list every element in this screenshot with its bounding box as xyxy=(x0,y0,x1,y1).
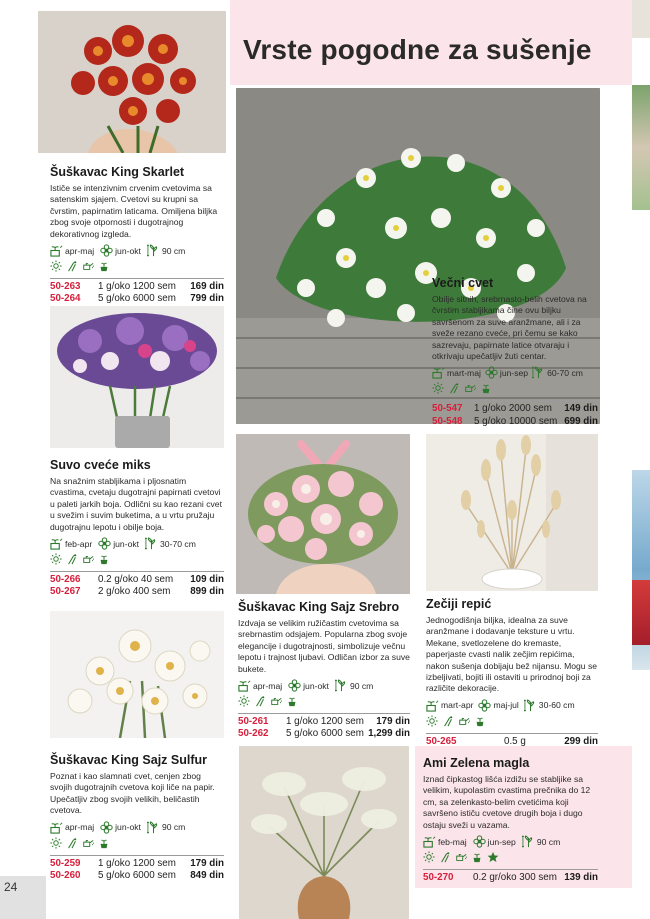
sun-icon xyxy=(423,851,435,863)
price: 699 din xyxy=(564,415,598,427)
height-icon xyxy=(522,835,535,848)
sun-icon xyxy=(238,695,250,707)
photo-suvo-cvece xyxy=(50,306,224,448)
height-icon xyxy=(524,699,537,712)
product-code: 50-262 xyxy=(238,728,269,740)
product-suvo-cvece-miks xyxy=(50,458,224,599)
photo-ami-zelena-magla xyxy=(239,746,409,919)
cut-flower-icon xyxy=(66,553,78,565)
height-icon xyxy=(145,537,158,550)
price-row xyxy=(238,728,410,740)
package-size: 1 g/oko 2000 sem xyxy=(474,403,552,415)
sowing-period: mart-apr xyxy=(441,700,474,711)
product-name: Šuškavac King Sajz Srebro xyxy=(238,600,400,614)
height-icon xyxy=(147,821,160,834)
product-code: 50-263 xyxy=(50,281,81,293)
product-code: 50-260 xyxy=(50,870,81,882)
package-size: 1 g/oko 1200 sem xyxy=(98,857,176,869)
product-description: Ističe se intenzivnim crvenim cvetovima sa satenskim sjajem. Cvetovi su krupni sa čvrstim, papirnatim laticama. Omiljena biljka zbog svoje otpornosti i dugotrajnog dekorativnog izgleda. xyxy=(50,183,218,239)
plant-height: 90 cm xyxy=(161,822,186,833)
price-row xyxy=(432,403,598,415)
care-icons xyxy=(50,260,224,272)
product-code: 50-267 xyxy=(50,586,81,598)
flower-icon xyxy=(98,537,111,550)
care-icons xyxy=(423,851,598,863)
price: 179 din xyxy=(190,857,224,869)
cut-flower-icon xyxy=(448,382,460,394)
product-code: 50-270 xyxy=(423,872,454,884)
cut-flower-icon xyxy=(254,695,266,707)
pot-icon xyxy=(286,695,298,707)
sun-icon xyxy=(50,837,62,849)
bloom-period: jun-sep xyxy=(499,367,529,378)
growing-info xyxy=(238,679,410,692)
care-icons xyxy=(238,695,410,707)
price: 149 din xyxy=(564,403,598,415)
product-name: Suvo cveće miks xyxy=(50,458,151,472)
sowing-icon xyxy=(432,366,445,379)
pot-icon xyxy=(98,553,110,565)
care-icons xyxy=(50,837,224,849)
divider xyxy=(50,278,224,279)
price-row xyxy=(426,736,598,748)
plant-height: 90 cm xyxy=(536,836,561,847)
bloom-period: jun-okt xyxy=(303,680,329,691)
pot-icon xyxy=(98,260,110,272)
product-king-skarlet xyxy=(50,165,224,306)
divider xyxy=(238,713,410,714)
bloom-period: jun-sep xyxy=(487,836,516,847)
price: 299 din xyxy=(564,735,598,747)
sowing-icon xyxy=(423,835,436,848)
sun-icon xyxy=(50,553,62,565)
watering-can-icon xyxy=(458,715,470,727)
product-description: Izdvaja se velikim ružičastim cvetovima sa srebrnastim odsjajem. Popularna zbog svoje elegancije i dugotrajnosti, simbolizuje večnu lepotu i trajnost ljubavi. Odličan izbor za suve bukete. xyxy=(238,618,410,674)
divider xyxy=(50,855,224,856)
package-size: 2 g/oko 400 sem xyxy=(98,586,171,598)
package-size: 0.2 g/oko 40 sem xyxy=(98,574,174,586)
pot-icon xyxy=(98,837,110,849)
product-description: Iznad čipkastog lišća izdižu se stabljike sa velikim, kupolastim cvastima prečnika do 12 cm, sa zelenkasto-belim cvetićima koji savršeno ističu cvetove drugih boja i dugo ostaju sveži u vazama. xyxy=(423,774,591,830)
divider xyxy=(432,400,598,401)
growing-info xyxy=(50,821,224,834)
price: 139 din xyxy=(564,872,598,884)
product-name: Šuškavac King Skarlet xyxy=(50,165,185,179)
product-description: Na snažnim stabljikama i pljosnatim cvastima, cvetaju dugotrajni papirnati cvetovi u paleti jarkih boja. Odlični su kao rezani cvet u svežim i suvim buketima, a u vrtu pružaju dugotrajnu lepotu i obilje boja. xyxy=(50,476,222,532)
product-king-sajz-srebro xyxy=(238,600,410,741)
product-description: Poznat i kao slamnati cvet, cenjen zbog svojih dugotrajnih cvetova koji liče na papir. Upečatljiv zbog svojih velikih, beličastih cvetova. xyxy=(50,771,215,816)
flower-icon xyxy=(478,699,491,712)
package-size: 1 g/oko 1200 sem xyxy=(286,716,364,728)
plant-height: 90 cm xyxy=(161,245,186,256)
product-name: Ami Zelena magla xyxy=(423,756,530,770)
package-size: 5 g/oko 6000 sem xyxy=(98,293,176,305)
right-edge-photo-3 xyxy=(632,580,650,645)
price-row xyxy=(50,293,224,305)
pot-icon xyxy=(474,715,486,727)
package-size: 1 g/oko 1200 sem xyxy=(98,281,176,293)
product-zeciji-repic xyxy=(426,597,598,748)
flower-icon xyxy=(485,366,498,379)
bloom-period: jun-okt xyxy=(115,245,141,256)
growing-info xyxy=(423,835,598,848)
product-code: 50-265 xyxy=(426,735,457,747)
flower-icon xyxy=(100,244,113,257)
cut-flower-icon xyxy=(66,837,78,849)
care-icons xyxy=(426,715,598,727)
price: 899 din xyxy=(190,586,224,598)
sun-icon xyxy=(432,382,444,394)
star-icon xyxy=(487,851,499,863)
product-ami-zelena-magla xyxy=(423,756,598,884)
watering-can-icon xyxy=(82,553,94,565)
photo-king-sajz-srebro xyxy=(236,434,410,594)
price-row xyxy=(50,586,224,598)
pot-icon xyxy=(471,851,483,863)
sowing-icon xyxy=(50,244,63,257)
plant-height: 30-60 cm xyxy=(538,700,575,711)
product-king-sajz-sulfur xyxy=(50,753,224,882)
product-code: 50-548 xyxy=(432,415,463,427)
care-icons xyxy=(50,553,224,565)
sowing-period: feb-apr xyxy=(65,538,93,549)
price: 849 din xyxy=(190,870,224,882)
price: 799 din xyxy=(190,293,224,305)
price: 109 din xyxy=(190,574,224,586)
package-size: 0.2 gr/oko 300 sem xyxy=(473,872,557,884)
product-code: 50-261 xyxy=(238,716,269,728)
product-description: Jednogodišnja biljka, idealna za suve aranžmane i dodavanje teksture u vrtu. Mekane, svetlozelene do kremaste, paperjaste cvasti nalik zečjim repićima, nakon sušenja dobijaju bež nijansu. Mogu se izbeljivati, bojiti ili ostaviti u prirodnoj boji za različite dekoracije. xyxy=(426,615,598,694)
price: 179 din xyxy=(376,716,410,728)
package-size: 5 g/oko 10000 sem xyxy=(474,415,558,427)
sowing-icon xyxy=(238,679,251,692)
growing-info xyxy=(432,366,598,379)
product-name: Večni cvet xyxy=(432,276,494,290)
cut-flower-icon xyxy=(66,260,78,272)
growing-info xyxy=(50,244,224,257)
price: 1,299 din xyxy=(368,728,410,740)
price-row xyxy=(423,872,598,884)
growing-info xyxy=(426,699,598,712)
price-row xyxy=(432,416,598,428)
plant-height: 60-70 cm xyxy=(547,367,583,378)
price-row xyxy=(50,870,224,882)
watering-can-icon xyxy=(82,260,94,272)
price-row xyxy=(50,858,224,870)
watering-can-icon xyxy=(270,695,282,707)
flower-icon xyxy=(100,821,113,834)
photo-king-skarlet xyxy=(38,11,226,153)
price-row xyxy=(50,574,224,586)
sowing-period: apr-maj xyxy=(253,680,283,691)
product-name: Šuškavac King Sajz Sulfur xyxy=(50,753,207,767)
sun-icon xyxy=(50,260,62,272)
care-icons xyxy=(432,382,598,394)
height-icon xyxy=(147,244,160,257)
watering-can-icon xyxy=(464,382,476,394)
sowing-period: apr-maj xyxy=(65,822,95,833)
product-code: 50-266 xyxy=(50,574,81,586)
page-number: 24 xyxy=(4,880,18,894)
product-code: 50-259 xyxy=(50,857,81,869)
package-size: 5 g/oko 6000 sem xyxy=(286,728,364,740)
flower-icon xyxy=(473,835,486,848)
plant-height: 30-70 cm xyxy=(160,538,196,549)
product-code: 50-264 xyxy=(50,293,81,305)
photo-zeciji-repic xyxy=(426,434,598,591)
package-size: 5 g/oko 6000 sem xyxy=(98,870,176,882)
sowing-icon xyxy=(426,699,439,712)
plant-height: 90 cm xyxy=(349,680,374,691)
flower-icon xyxy=(288,679,301,692)
divider xyxy=(423,869,598,870)
product-description: Obilje sitnih, srebrnasto-belih cvetova na čvrstim stabljikama čine ovu biljku savršenom za suve aranžmane, ali i za sveže rezano cveće, pri čemu se kako sazrevaju, papirnate latice otvaraju i otkrivaju upečatljiv žuti centar. xyxy=(432,294,587,362)
product-vecni-cvet xyxy=(432,276,598,428)
cut-flower-icon xyxy=(442,715,454,727)
bloom-period: maj-jul xyxy=(493,700,519,711)
divider xyxy=(426,733,598,734)
height-icon xyxy=(335,679,348,692)
bloom-period: jun-okt xyxy=(113,538,140,549)
sowing-period: feb-maj xyxy=(438,836,467,847)
watering-can-icon xyxy=(82,837,94,849)
price-row xyxy=(238,716,410,728)
right-edge-photo-1 xyxy=(632,85,650,210)
pot-icon xyxy=(480,382,492,394)
sowing-period: mart-maj xyxy=(447,367,481,378)
sowing-period: apr-maj xyxy=(65,245,95,256)
watering-can-icon xyxy=(455,851,467,863)
product-name: Zečiji repić xyxy=(426,597,492,611)
price: 169 din xyxy=(190,281,224,293)
height-icon xyxy=(532,366,545,379)
page-title: Vrste pogodne za sušenje xyxy=(243,34,592,65)
right-edge-strip-top xyxy=(632,0,650,38)
price-row xyxy=(50,281,224,293)
cut-flower-icon xyxy=(439,851,451,863)
package-size: 0.5 g xyxy=(504,735,526,747)
sowing-icon xyxy=(50,821,63,834)
sun-icon xyxy=(426,715,438,727)
bloom-period: jun-okt xyxy=(115,822,141,833)
product-code: 50-547 xyxy=(432,403,463,415)
divider xyxy=(50,571,224,572)
growing-info xyxy=(50,537,224,550)
photo-king-sajz-sulfur xyxy=(50,611,224,738)
sowing-icon xyxy=(50,537,63,550)
